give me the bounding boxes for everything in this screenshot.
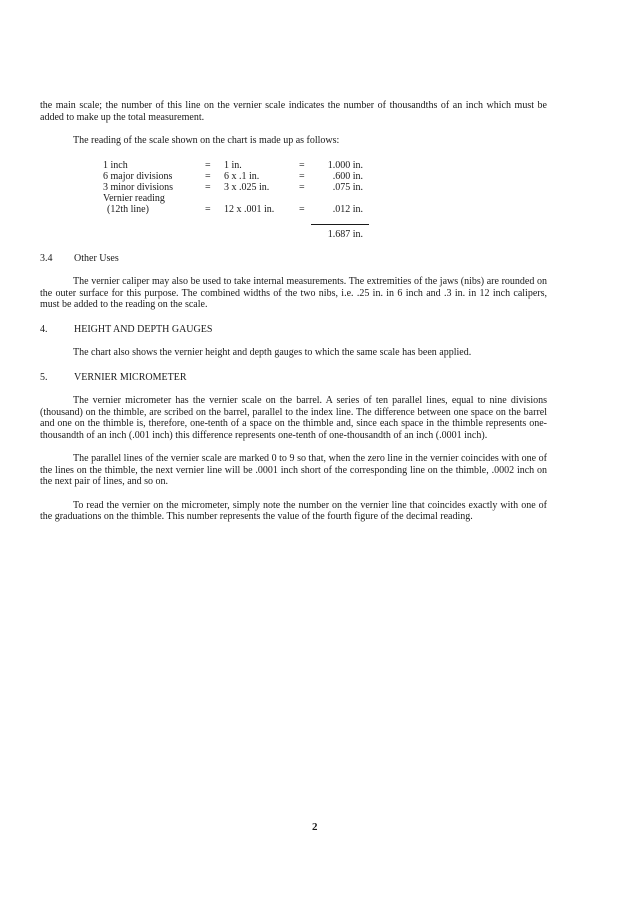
section-heading [40, 253, 547, 265]
section-title: HEIGHT AND DEPTH GAUGES [74, 323, 213, 335]
equals-sign: = [299, 203, 305, 215]
body-paragraph: The chart also shows the vernier height and depth gauges to which the same scale has been applied. [73, 347, 472, 358]
row-label: 6 major divisions [103, 170, 173, 182]
row-expression: 6 x .1 in. [224, 170, 260, 182]
section-number: 3.4 [40, 252, 53, 264]
section-number: 5. [40, 371, 48, 383]
table-row [103, 193, 547, 204]
row-label: Vernier reading [103, 192, 165, 204]
total-row [103, 229, 547, 240]
reading-intro: The reading of the scale shown on the chart is made up as follows: [73, 135, 340, 146]
total-row [103, 215, 547, 229]
section-title: VERNIER MICROMETER [74, 371, 187, 383]
row-expression: 1 in. [224, 159, 242, 171]
table-row [103, 182, 547, 193]
body-paragraph: The vernier caliper may also be used to take internal measurements. The extremities of the jaws (nibs) are rounded on the outer surface for this purpose. The combined widths of the two nibs, i.e. .25 in. in 6 inch and .3 in. in 12 inch calipers, must be added to the reading on the scale. [40, 276, 547, 310]
page-number: 2 [312, 821, 318, 833]
body-paragraph: The parallel lines of the vernier scale are marked 0 to 9 so that, when the zero line in the vernier coincides with one of the lines on the thimble, the next vernier line will be .0001 inch short of the corresponding line on the thimble, .0002 inch on the next pair of lines, and so on. [40, 453, 547, 487]
table-row [103, 171, 547, 182]
row-value: 1.000 in. [327, 159, 363, 171]
equals-sign: = [205, 170, 211, 182]
section-heading [40, 324, 547, 336]
sum-rule [311, 224, 369, 225]
section-heading [40, 372, 547, 384]
row-value: .600 in. [332, 170, 363, 182]
body-paragraph: To read the vernier on the micrometer, simply note the number on the vernier line that coincides exactly with one of the graduations on the thimble. This number represents the value of the fourth figure of the decimal reading. [40, 499, 547, 522]
equals-sign: = [299, 159, 305, 171]
body-paragraph: The vernier micrometer has the vernier scale on the barrel. A series of ten parallel lines, equal to nine divisions (thousand) on the thimble, are scribed on the barrel, parallel to the index line. The difference between one space on the barrel and one on the thimble is, therefore, one-tenth of a space on the thimble and, since each space in the thimble represents one-thousandth of an inch (.001 inch) this difference represents one-tenth of one-thousandth of an inch (.0001 inch). [40, 395, 547, 441]
equals-sign: = [205, 181, 211, 193]
equals-sign: = [299, 181, 305, 193]
row-expression: 3 x .025 in. [224, 181, 270, 193]
equals-sign: = [205, 203, 211, 215]
row-label: 3 minor divisions [103, 181, 174, 193]
reading-table [103, 160, 547, 240]
total-value: 1.687 in. [327, 228, 363, 240]
row-label: (12th line) [107, 203, 149, 215]
row-value: .012 in. [332, 203, 363, 215]
section-title: Other Uses [74, 252, 119, 264]
row-expression: 12 x .001 in. [224, 203, 275, 215]
section-number: 4. [40, 323, 48, 335]
equals-sign: = [205, 159, 211, 171]
intro-paragraph: the main scale; the number of this line on the vernier scale indicates the number of thousandths of an inch which must be added to make up the total measurement. [40, 100, 547, 123]
row-label: 1 inch [103, 159, 128, 171]
equals-sign: = [299, 170, 305, 182]
row-value: .075 in. [332, 181, 363, 193]
table-row [103, 160, 547, 171]
page-content [40, 100, 547, 523]
table-row [103, 204, 547, 215]
